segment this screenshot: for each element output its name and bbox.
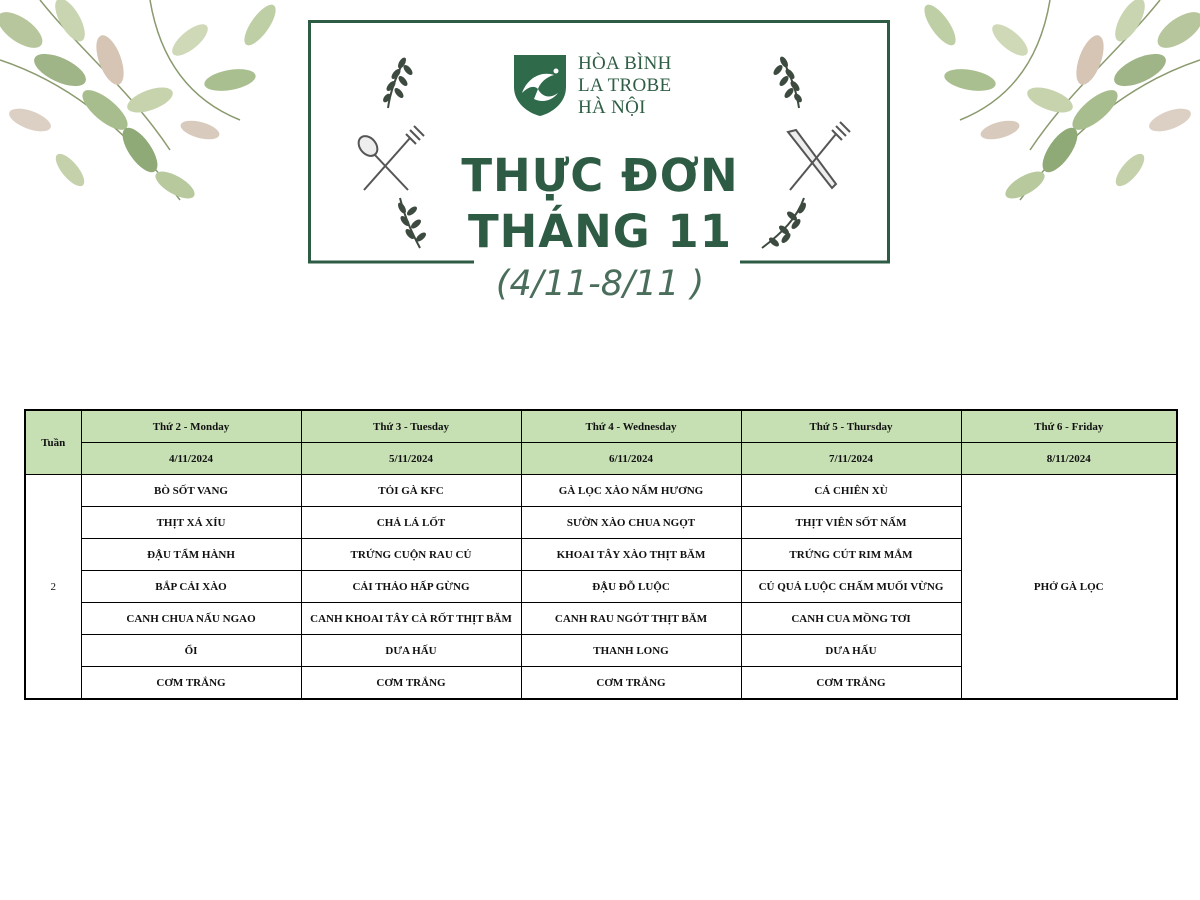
dish-cell: CƠM TRẮNG xyxy=(741,667,961,700)
school-logo xyxy=(512,53,672,119)
dish-cell: KHOAI TÂY XÀO THỊT BĂM xyxy=(521,539,741,571)
day-header: Thứ 5 - Thursday xyxy=(741,410,961,443)
dish-cell: ỔI xyxy=(81,635,301,667)
dish-cell: CƠM TRẮNG xyxy=(81,667,301,700)
date-header: 5/11/2024 xyxy=(301,443,521,475)
dish-cell: CƠM TRẮNG xyxy=(521,667,741,700)
date-header-row xyxy=(25,443,1177,475)
dish-cell: ĐẬU ĐỖ LUỘC xyxy=(521,571,741,603)
dish-cell: CỦ QUẢ LUỘC CHẤM MUỐI VỪNG xyxy=(741,571,961,603)
dish-cell: CƠM TRẮNG xyxy=(301,667,521,700)
dish-cell: THỊT XÁ XÍU xyxy=(81,507,301,539)
date-range: (4/11-8/11 ) xyxy=(495,264,705,304)
dish-cell: BÒ SỐT VANG xyxy=(81,475,301,507)
dish-cell: SƯỜN XÀO CHUA NGỌT xyxy=(521,507,741,539)
dish-cell: CANH KHOAI TÂY CÀ RỐT THỊT BĂM xyxy=(301,603,521,635)
dish-cell: DƯA HẤU xyxy=(741,635,961,667)
day-header: Thứ 3 - Tuesday xyxy=(301,410,521,443)
page-title-line1: THỰC ĐƠN xyxy=(461,149,739,202)
table-row xyxy=(25,475,1177,507)
day-header: Thứ 4 - Wednesday xyxy=(521,410,741,443)
dish-cell: CANH CHUA NẤU NGAO xyxy=(81,603,301,635)
dish-cell: CÁ CHIÊN XÙ xyxy=(741,475,961,507)
dish-cell: THANH LONG xyxy=(521,635,741,667)
dish-cell: ĐẬU TẨM HÀNH xyxy=(81,539,301,571)
date-header: 4/11/2024 xyxy=(81,443,301,475)
leaves-decoration-left xyxy=(0,0,300,230)
page-title-line2: THÁNG 11 xyxy=(467,205,733,258)
dish-cell: CANH CUA MỒNG TƠI xyxy=(741,603,961,635)
dish-cell: TRỨNG CUỘN RAU CỦ xyxy=(301,539,521,571)
dish-cell: CHẢ LÁ LỐT xyxy=(301,507,521,539)
menu-table xyxy=(24,409,1178,700)
day-header: Thứ 2 - Monday xyxy=(81,410,301,443)
date-header: 8/11/2024 xyxy=(961,443,1177,475)
friday-dish-cell: PHỞ GÀ LỌC xyxy=(961,475,1177,700)
school-name xyxy=(578,53,672,119)
bird-shield-icon xyxy=(512,53,568,117)
leaves-decoration-right xyxy=(900,0,1200,230)
day-header-row xyxy=(25,410,1177,443)
dish-cell: CANH RAU NGÓT THỊT BĂM xyxy=(521,603,741,635)
day-header: Thứ 6 - Friday xyxy=(961,410,1177,443)
school-name-line: LA TROBE xyxy=(578,75,672,96)
dish-cell: TỎI GÀ KFC xyxy=(301,475,521,507)
school-name-line: HÀ NỘI xyxy=(578,97,646,118)
dish-cell: THỊT VIÊN SỐT NẤM xyxy=(741,507,961,539)
week-number: 2 xyxy=(25,475,81,700)
week-header: Tuần xyxy=(25,410,81,475)
dish-cell: BẮP CẢI XÀO xyxy=(81,571,301,603)
school-name-line: HÒA BÌNH xyxy=(578,53,672,74)
date-header: 6/11/2024 xyxy=(521,443,741,475)
date-header: 7/11/2024 xyxy=(741,443,961,475)
dish-cell: CẢI THẢO HẤP GỪNG xyxy=(301,571,521,603)
dish-cell: TRỨNG CÚT RIM MẮM xyxy=(741,539,961,571)
dish-cell: DƯA HẤU xyxy=(301,635,521,667)
dish-cell: GÀ LỌC XÀO NẤM HƯƠNG xyxy=(521,475,741,507)
